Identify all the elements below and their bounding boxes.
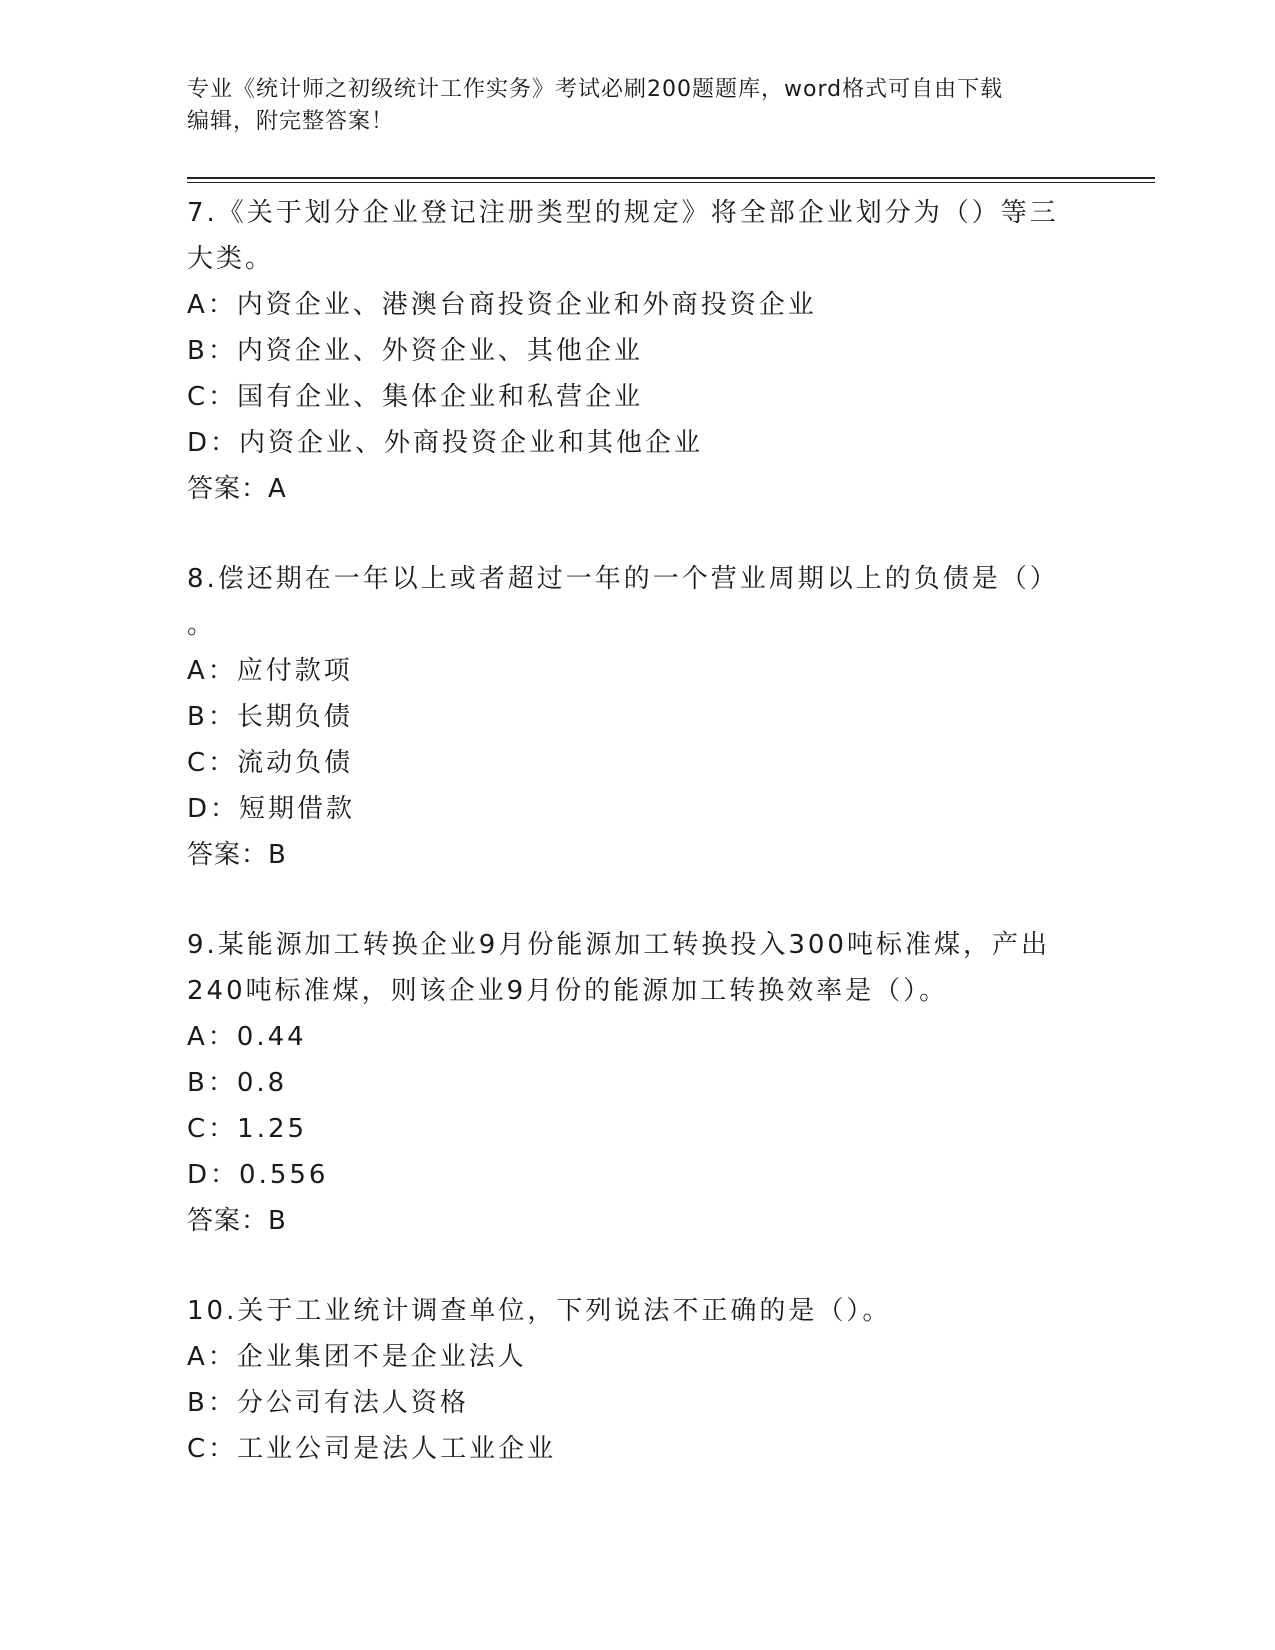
question-10 — [187, 1288, 1067, 1472]
question-stem-line: 9.某能源加工转换企业9月份能源加工转换投入300吨标准煤，产出 — [187, 930, 1050, 960]
header-line-1: 专业《统计师之初级统计工作实务》考试必刷200题题库，word格式可自由下载 — [187, 77, 1004, 102]
question-stem-line: 。 — [187, 610, 217, 640]
option-c: C：流动负债 — [187, 748, 354, 778]
answer: 答案：B — [187, 1206, 287, 1236]
option-a: A：企业集团不是企业法人 — [187, 1342, 527, 1372]
option-c: C：工业公司是法人工业企业 — [187, 1434, 557, 1464]
option-b: B：分公司有法人资格 — [187, 1388, 469, 1418]
question-stem-line: 7.《关于划分企业登记注册类型的规定》将全部企业划分为（）等三 — [187, 198, 1059, 228]
option-d: D：短期借款 — [187, 794, 356, 824]
option-d: D：内资企业、外商投资企业和其他企业 — [187, 428, 704, 458]
option-a: A：应付款项 — [187, 656, 353, 686]
question-9 — [187, 922, 1067, 1244]
header-line-2: 编辑，附完整答案！ — [187, 109, 395, 134]
document-header — [187, 74, 1087, 138]
option-c: C：国有企业、集体企业和私营企业 — [187, 382, 644, 412]
option-a: A：0.44 — [187, 1022, 307, 1052]
question-8 — [187, 556, 1067, 878]
option-b: B：内资企业、外资企业、其他企业 — [187, 336, 643, 366]
question-list — [187, 190, 1067, 1472]
question-stem-line: 240吨标准煤，则该企业9月份的能源加工转换效率是（）。 — [187, 976, 949, 1006]
header-divider-thick — [187, 177, 1155, 179]
option-a: A：内资企业、港澳台商投资企业和外商投资企业 — [187, 290, 817, 320]
option-d: D：0.556 — [187, 1160, 329, 1190]
option-b: B：0.8 — [187, 1068, 288, 1098]
option-b: B：长期负债 — [187, 702, 353, 732]
question-stem-line: 10.关于工业统计调查单位，下列说法不正确的是（）。 — [187, 1296, 892, 1326]
option-c: C：1.25 — [187, 1114, 308, 1144]
answer: 答案：A — [187, 474, 287, 504]
answer: 答案：B — [187, 840, 287, 870]
question-7 — [187, 190, 1067, 512]
question-stem-line: 大类。 — [187, 244, 275, 274]
question-stem-line: 8.偿还期在一年以上或者超过一年的一个营业周期以上的负债是（） — [187, 564, 1059, 594]
header-divider-thin — [187, 182, 1155, 183]
